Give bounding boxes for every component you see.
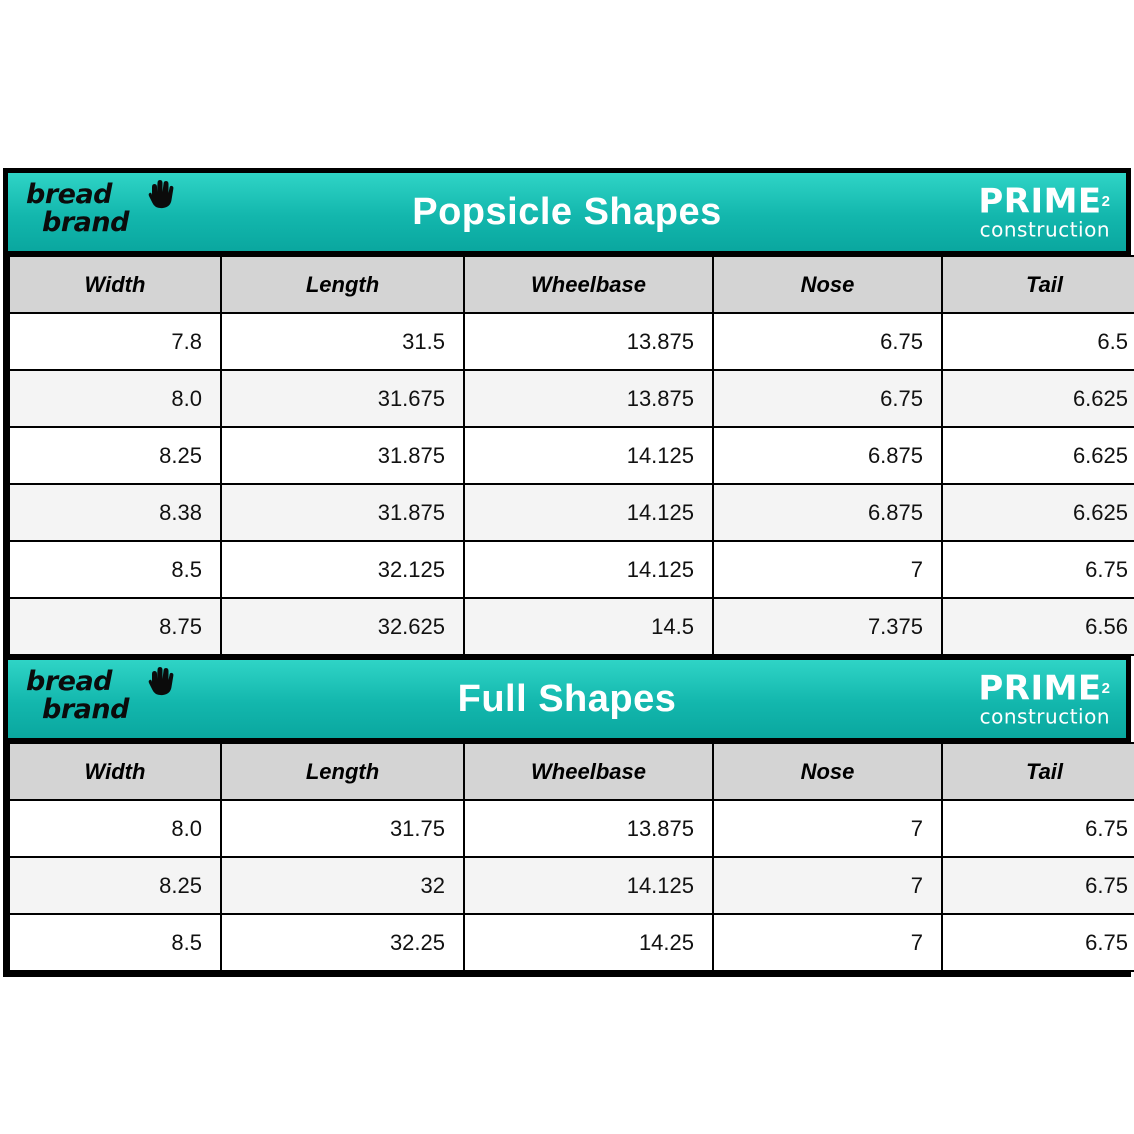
- table-row: [9, 427, 1134, 484]
- cell-tail: 6.75: [942, 857, 1134, 914]
- cell-width: 8.38: [9, 484, 221, 541]
- hand-icon: [148, 179, 174, 209]
- cell-tail: 6.75: [942, 541, 1134, 598]
- cell-wheelbase: 13.875: [464, 370, 713, 427]
- cell-width: 8.25: [9, 427, 221, 484]
- cell-tail: 6.625: [942, 370, 1134, 427]
- cell-wheelbase: 13.875: [464, 800, 713, 857]
- cell-length: 31.675: [221, 370, 464, 427]
- cell-wheelbase: 14.125: [464, 541, 713, 598]
- column-header-width: Width: [9, 743, 221, 800]
- table-row: [9, 541, 1134, 598]
- column-header-wheelbase: Wheelbase: [464, 256, 713, 313]
- column-header-tail: Tail: [942, 743, 1134, 800]
- bread-brand-line2: brand: [42, 207, 129, 238]
- prime-construction-logo: [978, 181, 1110, 242]
- column-header-nose: Nose: [713, 743, 942, 800]
- column-header-wheelbase: Wheelbase: [464, 743, 713, 800]
- cell-wheelbase: 14.125: [464, 484, 713, 541]
- cell-nose: 6.75: [713, 370, 942, 427]
- table-block-popsicle: [8, 173, 1126, 656]
- cell-width: 8.75: [9, 598, 221, 655]
- cell-nose: 7: [713, 541, 942, 598]
- prime-superscript: 2: [1101, 680, 1110, 698]
- cell-wheelbase: 14.125: [464, 857, 713, 914]
- cell-length: 31.875: [221, 484, 464, 541]
- spec-table-full: [8, 742, 1134, 972]
- prime-construction-logo: [978, 668, 1110, 729]
- cell-length: 31.875: [221, 427, 464, 484]
- cell-nose: 7: [713, 914, 942, 971]
- cell-nose: 7.375: [713, 598, 942, 655]
- table-row: [9, 598, 1134, 655]
- cell-nose: 6.875: [713, 484, 942, 541]
- prime-word: PRIME: [978, 668, 1102, 709]
- cell-tail: 6.625: [942, 484, 1134, 541]
- cell-width: 8.5: [9, 541, 221, 598]
- cell-tail: 6.5: [942, 313, 1134, 370]
- cell-width: 8.0: [9, 800, 221, 857]
- cell-width: 7.8: [9, 313, 221, 370]
- column-header-tail: Tail: [942, 256, 1134, 313]
- cell-nose: 6.875: [713, 427, 942, 484]
- cell-wheelbase: 14.125: [464, 427, 713, 484]
- table-row: [9, 800, 1134, 857]
- bread-brand-line1: bread: [26, 666, 113, 697]
- table-row: [9, 313, 1134, 370]
- cell-length: 31.75: [221, 800, 464, 857]
- prime-superscript: 2: [1101, 193, 1110, 211]
- table-title-popsicle: Popsicle Shapes: [412, 191, 722, 233]
- prime-subtitle: construction: [979, 704, 1110, 729]
- column-header-nose: Nose: [713, 256, 942, 313]
- banner-full: [8, 656, 1126, 742]
- table-row: [9, 914, 1134, 971]
- cell-wheelbase: 13.875: [464, 313, 713, 370]
- table-row: [9, 484, 1134, 541]
- spec-sheet: [3, 168, 1131, 977]
- prime-word: PRIME: [978, 181, 1102, 222]
- cell-tail: 6.75: [942, 914, 1134, 971]
- cell-length: 32.125: [221, 541, 464, 598]
- cell-length: 32: [221, 857, 464, 914]
- cell-wheelbase: 14.25: [464, 914, 713, 971]
- cell-width: 8.0: [9, 370, 221, 427]
- bread-brand-line1: bread: [26, 179, 113, 210]
- column-header-length: Length: [221, 743, 464, 800]
- cell-length: 32.625: [221, 598, 464, 655]
- table-header-row: [9, 743, 1134, 800]
- cell-nose: 7: [713, 857, 942, 914]
- table-header-row: [9, 256, 1134, 313]
- table-block-full: [8, 656, 1126, 972]
- cell-nose: 6.75: [713, 313, 942, 370]
- cell-length: 32.25: [221, 914, 464, 971]
- column-header-width: Width: [9, 256, 221, 313]
- cell-tail: 6.56: [942, 598, 1134, 655]
- bread-brand-logo: [26, 181, 196, 243]
- column-header-length: Length: [221, 256, 464, 313]
- table-row: [9, 857, 1134, 914]
- cell-length: 31.5: [221, 313, 464, 370]
- bread-brand-logo: [26, 668, 196, 730]
- table-title-full: Full Shapes: [457, 678, 677, 720]
- banner-popsicle: [8, 173, 1126, 255]
- table-row: [9, 370, 1134, 427]
- bread-brand-line2: brand: [42, 694, 129, 725]
- prime-subtitle: construction: [979, 217, 1110, 242]
- cell-tail: 6.625: [942, 427, 1134, 484]
- hand-icon: [148, 666, 174, 696]
- cell-width: 8.5: [9, 914, 221, 971]
- cell-tail: 6.75: [942, 800, 1134, 857]
- spec-table-popsicle: [8, 255, 1134, 656]
- cell-width: 8.25: [9, 857, 221, 914]
- cell-wheelbase: 14.5: [464, 598, 713, 655]
- cell-nose: 7: [713, 800, 942, 857]
